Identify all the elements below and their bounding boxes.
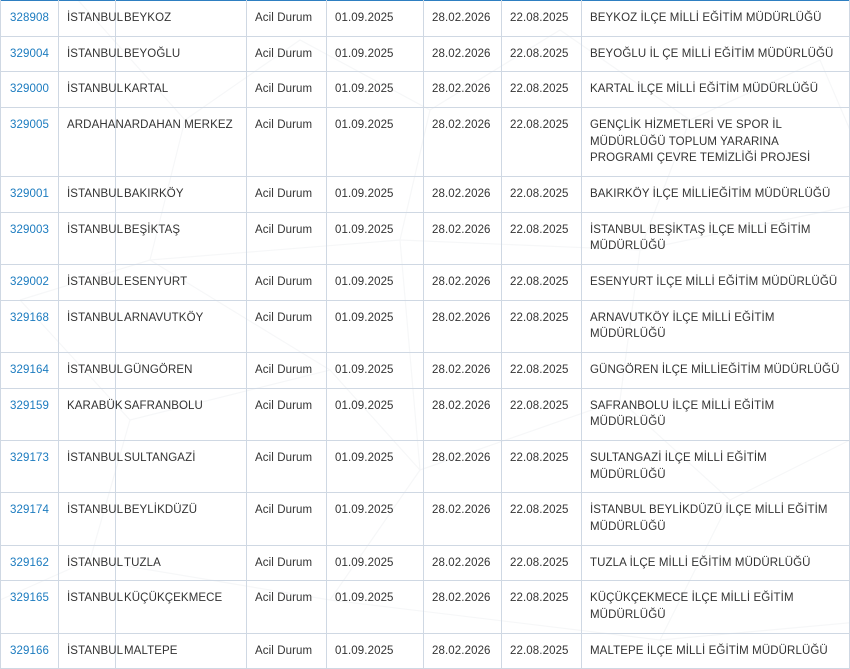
record-id-link[interactable]: 329159 (10, 399, 49, 412)
row-type-cell: Acil Durum (247, 633, 327, 669)
row-organization-cell: KARTAL İLÇE MİLLİ EĞİTİM MÜDÜRLÜĞÜ (582, 72, 850, 108)
row-start-date-cell: 01.09.2025 (327, 581, 424, 633)
row-city-cell: İSTANBUL (59, 177, 116, 213)
row-district-cell: BAKIRKÖY (116, 177, 247, 213)
row-city-cell: İSTANBUL (59, 633, 116, 669)
row-type-cell: Acil Durum (247, 108, 327, 177)
records-table-body (1, 1, 850, 669)
row-third-date-cell: 22.08.2025 (502, 353, 582, 389)
row-id-cell[interactable] (1, 300, 59, 352)
row-end-date-cell: 28.02.2026 (424, 545, 502, 581)
row-organization-cell: ARNAVUTKÖY İLÇE MİLLİ EĞİTİM MÜDÜRLÜĞÜ (582, 300, 850, 352)
row-end-date-cell: 28.02.2026 (424, 300, 502, 352)
row-end-date-cell: 28.02.2026 (424, 353, 502, 389)
table-row[interactable] (1, 300, 850, 352)
row-third-date-cell: 22.08.2025 (502, 633, 582, 669)
record-id-link[interactable]: 329165 (10, 592, 49, 605)
record-id-link[interactable]: 329166 (10, 644, 49, 657)
record-id-link[interactable]: 329001 (10, 188, 49, 201)
row-id-cell[interactable] (1, 388, 59, 440)
row-end-date-cell: 28.02.2026 (424, 108, 502, 177)
row-third-date-cell: 22.08.2025 (502, 300, 582, 352)
row-district-cell: ESENYURT (116, 265, 247, 301)
row-city-cell: İSTANBUL (59, 1, 116, 37)
row-third-date-cell: 22.08.2025 (502, 388, 582, 440)
row-id-cell[interactable] (1, 633, 59, 669)
row-third-date-cell: 22.08.2025 (502, 581, 582, 633)
table-row[interactable] (1, 581, 850, 633)
record-id-link[interactable]: 329004 (10, 47, 49, 60)
row-third-date-cell: 22.08.2025 (502, 72, 582, 108)
table-row[interactable] (1, 633, 850, 669)
table-row[interactable] (1, 108, 850, 177)
row-type-cell: Acil Durum (247, 300, 327, 352)
row-end-date-cell: 28.02.2026 (424, 177, 502, 213)
row-organization-cell: GÜNGÖREN İLÇE MİLLİEĞİTİM MÜDÜRLÜĞÜ (582, 353, 850, 389)
row-organization-cell: SULTANGAZİ İLÇE MİLLİ EĞİTİM MÜDÜRLÜĞÜ (582, 441, 850, 493)
row-id-cell[interactable] (1, 545, 59, 581)
record-id-link[interactable]: 329168 (10, 311, 49, 324)
row-third-date-cell: 22.08.2025 (502, 545, 582, 581)
record-id-link[interactable]: 329162 (10, 556, 49, 569)
row-organization-cell: İSTANBUL BEYLİKDÜZÜ İLÇE MİLLİ EĞİTİM MÜDÜRLÜĞÜ (582, 493, 850, 545)
row-city-cell: İSTANBUL (59, 441, 116, 493)
row-start-date-cell: 01.09.2025 (327, 493, 424, 545)
row-organization-cell: BEYOĞLU İL ÇE MİLLİ EĞİTİM MÜDÜRLÜĞÜ (582, 36, 850, 72)
row-district-cell: BEŞİKTAŞ (116, 212, 247, 264)
row-id-cell[interactable] (1, 36, 59, 72)
row-id-cell[interactable] (1, 581, 59, 633)
row-start-date-cell: 01.09.2025 (327, 441, 424, 493)
row-third-date-cell: 22.08.2025 (502, 212, 582, 264)
record-id-link[interactable]: 329000 (10, 83, 49, 96)
row-organization-cell: ESENYURT İLÇE MİLLİ EĞİTİM MÜDÜRLÜĞÜ (582, 265, 850, 301)
row-end-date-cell: 28.02.2026 (424, 265, 502, 301)
row-id-cell[interactable] (1, 493, 59, 545)
row-start-date-cell: 01.09.2025 (327, 265, 424, 301)
row-type-cell: Acil Durum (247, 493, 327, 545)
row-start-date-cell: 01.09.2025 (327, 300, 424, 352)
row-third-date-cell: 22.08.2025 (502, 265, 582, 301)
row-type-cell: Acil Durum (247, 441, 327, 493)
record-id-link[interactable]: 329174 (10, 504, 49, 517)
row-organization-cell: BAKIRKÖY İLÇE MİLLİEĞİTİM MÜDÜRLÜĞÜ (582, 177, 850, 213)
row-type-cell: Acil Durum (247, 72, 327, 108)
row-start-date-cell: 01.09.2025 (327, 388, 424, 440)
row-start-date-cell: 01.09.2025 (327, 36, 424, 72)
row-organization-cell: TUZLA İLÇE MİLLİ EĞİTİM MÜDÜRLÜĞÜ (582, 545, 850, 581)
record-id-link[interactable]: 328908 (10, 12, 49, 24)
row-district-cell: SAFRANBOLU (116, 388, 247, 440)
row-type-cell: Acil Durum (247, 177, 327, 213)
row-city-cell: İSTANBUL (59, 493, 116, 545)
row-start-date-cell: 01.09.2025 (327, 633, 424, 669)
row-city-cell: İSTANBUL (59, 353, 116, 389)
row-city-cell: İSTANBUL (59, 36, 116, 72)
row-start-date-cell: 01.09.2025 (327, 353, 424, 389)
row-district-cell: TUZLA (116, 545, 247, 581)
row-city-cell: ARDAHAN (59, 108, 116, 177)
row-id-cell[interactable] (1, 353, 59, 389)
row-city-cell: İSTANBUL (59, 300, 116, 352)
table-row[interactable] (1, 72, 850, 108)
row-district-cell: BEYKOZ (116, 1, 247, 37)
row-third-date-cell: 22.08.2025 (502, 36, 582, 72)
row-district-cell: ARNAVUTKÖY (116, 300, 247, 352)
row-organization-cell: GENÇLİK HİZMETLERİ VE SPOR İL MÜDÜRLÜĞÜ TOPLUM YARARINA PROGRAMI ÇEVRE TEMİZLİĞİ PROJESİ (582, 108, 850, 177)
row-end-date-cell: 28.02.2026 (424, 36, 502, 72)
row-type-cell: Acil Durum (247, 545, 327, 581)
row-end-date-cell: 28.02.2026 (424, 388, 502, 440)
record-id-link[interactable]: 329002 (10, 276, 49, 289)
row-start-date-cell: 01.09.2025 (327, 108, 424, 177)
table-row[interactable] (1, 265, 850, 301)
row-district-cell: MALTEPE (116, 633, 247, 669)
row-end-date-cell: 28.02.2026 (424, 581, 502, 633)
row-type-cell: Acil Durum (247, 1, 327, 37)
row-district-cell: SULTANGAZİ (116, 441, 247, 493)
table-row[interactable] (1, 353, 850, 389)
row-start-date-cell: 01.09.2025 (327, 1, 424, 37)
row-id-cell[interactable] (1, 441, 59, 493)
row-end-date-cell: 28.02.2026 (424, 441, 502, 493)
table-row[interactable] (1, 1, 850, 37)
row-city-cell: KARABÜK (59, 388, 116, 440)
record-id-link[interactable]: 329003 (10, 223, 49, 236)
table-row[interactable] (1, 441, 850, 493)
row-city-cell: İSTANBUL (59, 265, 116, 301)
row-city-cell: İSTANBUL (59, 212, 116, 264)
row-type-cell: Acil Durum (247, 581, 327, 633)
row-id-cell[interactable] (1, 108, 59, 177)
row-id-cell[interactable] (1, 1, 59, 37)
record-id-link[interactable]: 329164 (10, 364, 49, 377)
table-row[interactable] (1, 212, 850, 264)
record-id-link[interactable]: 329005 (10, 119, 49, 132)
row-type-cell: Acil Durum (247, 353, 327, 389)
row-type-cell: Acil Durum (247, 388, 327, 440)
table-row[interactable] (1, 388, 850, 440)
row-district-cell: KARTAL (116, 72, 247, 108)
row-organization-cell: BEYKOZ İLÇE MİLLİ EĞİTİM MÜDÜRLÜĞÜ (582, 1, 850, 37)
row-city-cell: İSTANBUL (59, 581, 116, 633)
row-id-cell[interactable] (1, 212, 59, 264)
row-district-cell: ARDAHAN MERKEZ (116, 108, 247, 177)
row-third-date-cell: 22.08.2025 (502, 441, 582, 493)
row-end-date-cell: 28.02.2026 (424, 1, 502, 37)
table-row[interactable] (1, 493, 850, 545)
row-id-cell[interactable] (1, 177, 59, 213)
row-district-cell: BEYOĞLU (116, 36, 247, 72)
row-district-cell: GÜNGÖREN (116, 353, 247, 389)
row-end-date-cell: 28.02.2026 (424, 212, 502, 264)
table-row[interactable] (1, 545, 850, 581)
row-third-date-cell: 22.08.2025 (502, 1, 582, 37)
row-end-date-cell: 28.02.2026 (424, 633, 502, 669)
table-row[interactable] (1, 177, 850, 213)
row-start-date-cell: 01.09.2025 (327, 177, 424, 213)
record-id-link[interactable]: 329173 (10, 452, 49, 465)
row-city-cell: İSTANBUL (59, 72, 116, 108)
row-type-cell: Acil Durum (247, 36, 327, 72)
row-district-cell: KÜÇÜKÇEKMECE (116, 581, 247, 633)
row-type-cell: Acil Durum (247, 265, 327, 301)
row-third-date-cell: 22.08.2025 (502, 493, 582, 545)
row-start-date-cell: 01.09.2025 (327, 72, 424, 108)
row-end-date-cell: 28.02.2026 (424, 493, 502, 545)
table-row[interactable] (1, 36, 850, 72)
row-type-cell: Acil Durum (247, 212, 327, 264)
row-organization-cell: İSTANBUL BEŞİKTAŞ İLÇE MİLLİ EĞİTİM MÜDÜRLÜĞÜ (582, 212, 850, 264)
row-start-date-cell: 01.09.2025 (327, 545, 424, 581)
row-id-cell[interactable] (1, 265, 59, 301)
row-city-cell: İSTANBUL (59, 545, 116, 581)
row-organization-cell: MALTEPE İLÇE MİLLİ EĞİTİM MÜDÜRLÜĞÜ (582, 633, 850, 669)
row-id-cell[interactable] (1, 72, 59, 108)
row-organization-cell: KÜÇÜKÇEKMECE İLÇE MİLLİ EĞİTİM MÜDÜRLÜĞÜ (582, 581, 850, 633)
row-end-date-cell: 28.02.2026 (424, 72, 502, 108)
row-district-cell: BEYLİKDÜZÜ (116, 493, 247, 545)
row-third-date-cell: 22.08.2025 (502, 177, 582, 213)
row-start-date-cell: 01.09.2025 (327, 212, 424, 264)
row-third-date-cell: 22.08.2025 (502, 108, 582, 177)
row-organization-cell: SAFRANBOLU İLÇE MİLLİ EĞİTİM MÜDÜRLÜĞÜ (582, 388, 850, 440)
